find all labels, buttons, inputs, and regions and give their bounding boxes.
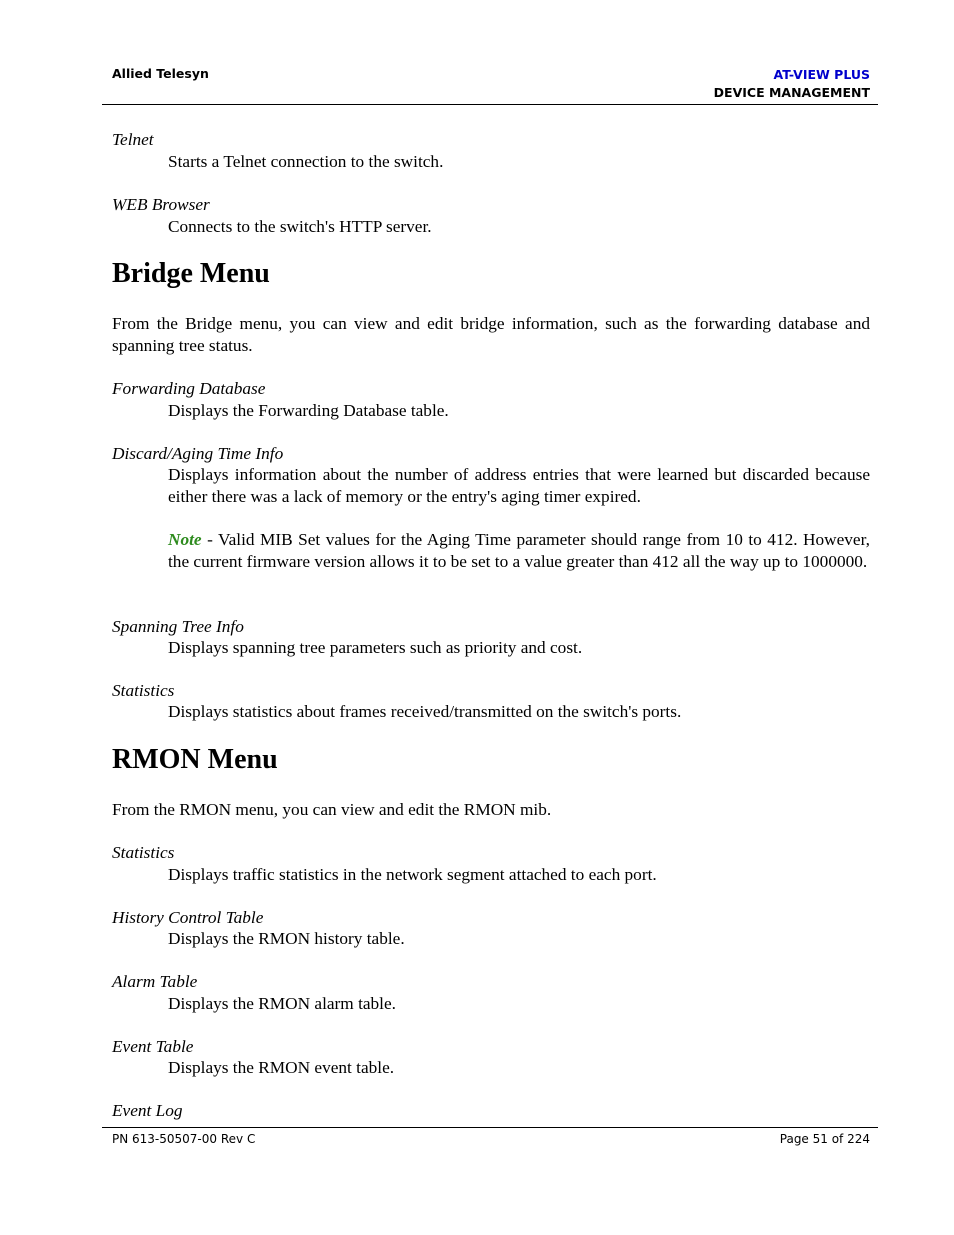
term-bridge-statistics: Statistics (112, 681, 175, 700)
desc-discard-aging: Displays information about the number of address entries that were learned but discarded because either there was a lack of memory or the entry's aging timer expired. (168, 465, 870, 506)
term-forwarding-database: Forwarding Database (112, 379, 266, 398)
desc-spanning-tree: Displays spanning tree parameters such as priority and cost. (168, 638, 583, 657)
term-telnet: Telnet (112, 130, 154, 149)
note-text: - Valid MIB Set values for the Aging Time parameter should range from 10 to 412. However, the current firmware version allows it to be set to a value greater than 412 all the way up to 1000000. (168, 530, 870, 571)
term-rmon-statistics: Statistics (112, 843, 175, 862)
desc-bridge-statistics: Displays statistics about frames received/transmitted on the switch's ports. (168, 702, 682, 721)
header-section: DEVICE MANAGEMENT (713, 85, 870, 100)
term-history-control: History Control Table (112, 908, 264, 927)
term-alarm-table: Alarm Table (112, 972, 198, 991)
desc-event-table: Displays the RMON event table. (168, 1058, 395, 1077)
footer-divider (102, 1127, 878, 1128)
term-web-browser: WEB Browser (112, 195, 210, 214)
desc-rmon-statistics: Displays traffic statistics in the network segment attached to each port. (168, 865, 657, 884)
term-discard-aging: Discard/Aging Time Info (112, 444, 284, 463)
footer-page-number: Page 51 of 224 (779, 1132, 870, 1146)
heading-rmon-menu: RMON Menu (112, 744, 278, 775)
header-product: AT-VIEW PLUS (773, 67, 870, 82)
header-company: Allied Telesyn (112, 66, 209, 81)
desc-telnet: Starts a Telnet connection to the switch. (168, 152, 444, 171)
header-divider (102, 104, 878, 105)
desc-history-control: Displays the RMON history table. (168, 929, 405, 948)
term-event-table: Event Table (112, 1037, 194, 1056)
rmon-intro: From the RMON menu, you can view and edit the RMON mib. (112, 800, 552, 819)
desc-alarm-table: Displays the RMON alarm table. (168, 994, 396, 1013)
note-label: Note (168, 530, 202, 549)
desc-web-browser: Connects to the switch's HTTP server. (168, 217, 432, 236)
header-right (714, 66, 870, 102)
note-block (168, 529, 870, 573)
term-spanning-tree: Spanning Tree Info (112, 617, 244, 636)
bridge-intro: From the Bridge menu, you can view and edit bridge information, such as the forwarding database and spanning tree status. (112, 314, 870, 355)
desc-forwarding-database: Displays the Forwarding Database table. (168, 401, 449, 420)
heading-bridge-menu: Bridge Menu (112, 258, 270, 289)
footer-part-number: PN 613-50507-00 Rev C (112, 1132, 256, 1146)
term-event-log: Event Log (112, 1101, 183, 1120)
